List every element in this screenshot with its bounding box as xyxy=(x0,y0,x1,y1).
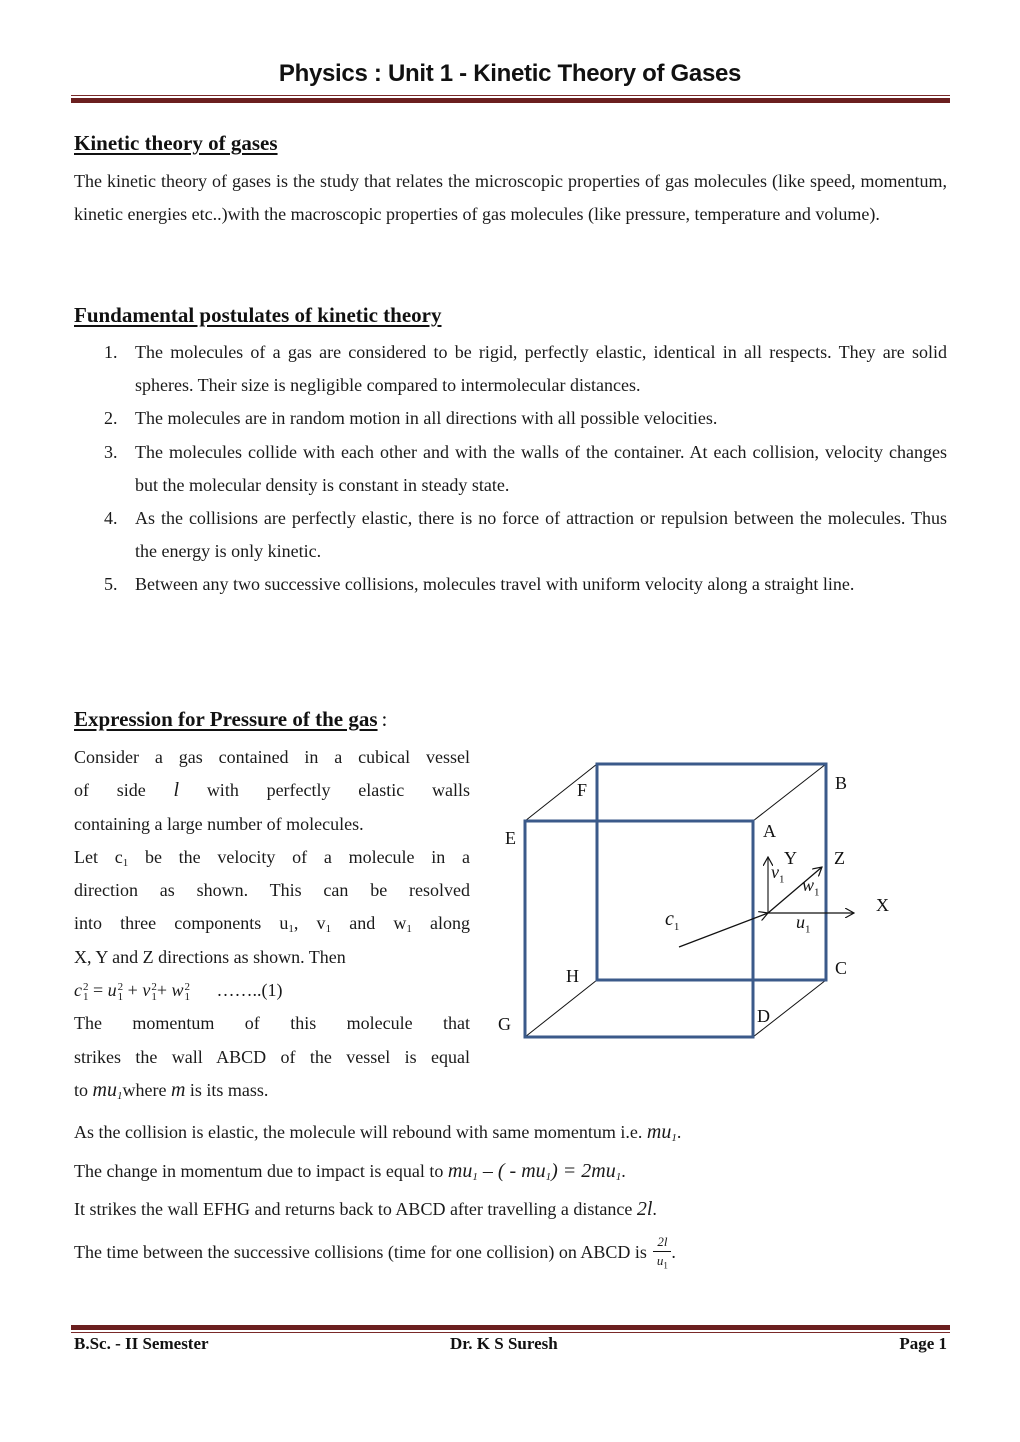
label-Y: Y xyxy=(784,848,797,868)
label-B: B xyxy=(835,773,848,793)
label-w: w xyxy=(802,875,815,895)
face-back xyxy=(597,764,826,980)
text-line: Consider a gas contained in a cubical vessel xyxy=(74,747,470,767)
text-fragment: be the velocity of a molecule in a xyxy=(128,846,470,867)
footer-rule-thick xyxy=(71,1325,950,1330)
subscript: 1 xyxy=(325,923,332,936)
postulate-number: 3. xyxy=(104,441,118,462)
postulate-text: The molecules of a gas are considered to be rigid, perfectly elastic, identical in all respects. They are solid spheres. Their size is negligible compared to intermolecular distances. xyxy=(135,342,947,396)
label-Z: Z xyxy=(834,848,845,868)
subscript: 1 xyxy=(83,990,89,1003)
postulates-list xyxy=(74,336,947,602)
derivation-line-1 xyxy=(74,1121,681,1144)
postulate-text: As the collisions are perfectly elastic, there is no force of attraction or repulsion between the molecules. Thus the energy is only kinetic. xyxy=(135,508,947,562)
subscript: 1 xyxy=(671,1132,677,1144)
postulate-number: 1. xyxy=(104,342,118,362)
derivation-line-3 xyxy=(74,1198,657,1221)
fraction-numerator: 2l xyxy=(657,1234,668,1249)
fraction-denominator xyxy=(657,1254,668,1273)
text-line: X, Y and Z directions as shown. Then xyxy=(74,946,346,967)
text-line xyxy=(74,907,470,940)
subscript: 1 xyxy=(663,1260,668,1271)
subscript: 1 xyxy=(814,886,820,899)
superscript: 2 xyxy=(117,980,124,993)
text-line: containing a large number of molecules. xyxy=(74,813,364,834)
postulate-number: 2. xyxy=(104,408,118,429)
face-front xyxy=(525,821,753,1037)
label-c1 xyxy=(665,908,679,933)
derivation-line-2 xyxy=(74,1160,626,1183)
edge-AB xyxy=(753,764,826,821)
var-l: l xyxy=(173,779,180,802)
math-mu: mu xyxy=(591,1160,616,1182)
superscript: 2 xyxy=(83,980,89,993)
heading-postulates: Fundamental postulates of kinetic theory xyxy=(74,303,442,327)
text-fragment: . xyxy=(621,1161,626,1181)
text-line: The momentum of this molecule that xyxy=(74,1013,470,1034)
math-2l: 2l xyxy=(636,1198,653,1220)
postulate-item xyxy=(74,502,947,568)
text-fragment: with perfectly elastic walls xyxy=(206,780,470,801)
subscript: 1 xyxy=(805,923,811,936)
text-fragment: The time between the successive collisions (time for one collision) on ABCD is xyxy=(74,1241,652,1262)
footer-rule-thin xyxy=(71,1332,950,1333)
label-u1 xyxy=(796,912,811,936)
text-fragment: . xyxy=(652,1199,657,1219)
footer-course: B.Sc. - II Semester xyxy=(74,1334,209,1353)
vector-c1 xyxy=(679,913,768,947)
postulate-number: 5. xyxy=(104,574,118,595)
derivation-line-4 xyxy=(74,1235,676,1273)
math-mu: mu xyxy=(92,1078,117,1101)
text-fragment: . xyxy=(676,1122,682,1142)
subscript: 1 xyxy=(116,1089,123,1102)
superscript: 2 xyxy=(151,980,157,993)
label-v: v xyxy=(771,862,779,882)
subscript: 1 xyxy=(673,921,680,933)
paragraph-kinetic-theory: The kinetic theory of gases is the study that relates the microscopic properties of gas molecules (like speed, momentum, kinetic energies etc..)with the macroscopic properties of gas molecules (like pressure, temperature and volume). xyxy=(74,171,947,224)
math-mu: mu xyxy=(521,1160,546,1182)
label-C: C xyxy=(835,958,848,978)
eq-plus: + xyxy=(156,980,172,1001)
postulate-text: Between any two successive collisions, molecules travel with uniform velocity along a straight line. xyxy=(135,574,855,595)
subscript: 1 xyxy=(615,1171,622,1183)
postulate-item xyxy=(74,336,947,402)
eq-w: w xyxy=(171,980,184,1001)
postulate-item xyxy=(74,402,947,435)
cube-diagram xyxy=(490,750,910,1050)
subscript: 1 xyxy=(151,990,157,1003)
cube-svg xyxy=(490,750,910,1050)
text-fragment: , v xyxy=(293,913,326,934)
eq-v: v xyxy=(142,980,151,1001)
text-fragment: into three components u xyxy=(74,913,289,934)
subscript: 1 xyxy=(545,1171,552,1183)
text-fragment: of side xyxy=(74,780,146,801)
label-D: D xyxy=(757,1006,770,1026)
heading-pressure-text: Expression for Pressure of the gas xyxy=(74,707,378,731)
postulate-item xyxy=(74,436,947,502)
math-mu: mu xyxy=(646,1121,672,1143)
header-rule-thin xyxy=(71,95,950,96)
label-F: F xyxy=(577,780,588,800)
text-line xyxy=(74,1074,470,1107)
pressure-intro-column xyxy=(74,741,470,1107)
text-line: strikes the wall ABCD of the vessel is equal xyxy=(74,1046,470,1067)
footer-author: Dr. K S Suresh xyxy=(450,1334,558,1353)
page-title: Physics : Unit 1 - Kinetic Theory of Gases xyxy=(278,60,742,87)
text-fragment: The change in momentum due to impact is equal to xyxy=(74,1161,448,1181)
postulate-item xyxy=(74,568,947,601)
text-fragment: As the collision is elastic, the molecule will rebound with same momentum i.e. xyxy=(74,1122,647,1142)
heading-pressure-colon: : xyxy=(381,707,388,731)
fraction-bar xyxy=(653,1251,671,1252)
text-fragment: . xyxy=(671,1241,676,1262)
fraction-2l-over-u1 xyxy=(653,1235,671,1273)
text-fragment: and w xyxy=(331,913,407,934)
subscript: 1 xyxy=(117,990,124,1003)
text-line xyxy=(74,841,470,874)
label-A: A xyxy=(763,821,776,841)
subscript: 1 xyxy=(472,1171,478,1183)
label-G: G xyxy=(498,1014,511,1034)
denominator-var: u xyxy=(656,1253,664,1268)
subscript: 1 xyxy=(288,923,294,936)
label-E: E xyxy=(505,828,516,848)
text-fragment: to xyxy=(74,1079,93,1100)
eq-u: u xyxy=(107,980,117,1001)
postulate-text: The molecules are in random motion in all directions with all possible velocities. xyxy=(135,408,718,429)
text-fragment: Let c xyxy=(74,846,123,867)
math-fragment: – ( - xyxy=(477,1160,522,1182)
subscript: 1 xyxy=(779,873,785,886)
heading-kinetic-theory: Kinetic theory of gases xyxy=(74,131,278,155)
header-rule-thick xyxy=(71,98,950,103)
text-line xyxy=(74,774,470,807)
postulate-number: 4. xyxy=(104,508,118,529)
footer-page-number: Page 1 xyxy=(899,1334,947,1353)
heading-pressure xyxy=(74,707,387,732)
text-fragment: It strikes the wall EFHG and returns back to ABCD after travelling a distance xyxy=(74,1199,637,1219)
math-fragment: ) = 2 xyxy=(551,1160,592,1182)
label-X: X xyxy=(876,895,889,915)
subscript: 1 xyxy=(406,923,412,936)
equation-1 xyxy=(74,974,470,1007)
subscript: 1 xyxy=(122,856,129,869)
edge-GH xyxy=(525,980,597,1037)
label-u: u xyxy=(796,912,805,932)
text-line: direction as shown. This can be resolved xyxy=(74,880,470,901)
eq-reference: ……..(1) xyxy=(216,980,283,1001)
eq-supsub xyxy=(83,982,89,1002)
text-fragment: along xyxy=(411,913,470,934)
label-H: H xyxy=(566,966,579,986)
label-w1 xyxy=(802,875,820,899)
eq-supsub xyxy=(184,982,190,1002)
eq-c: c xyxy=(74,980,82,1001)
superscript: 2 xyxy=(184,980,190,993)
label-c: c xyxy=(665,908,674,930)
label-v1 xyxy=(771,862,785,886)
subscript: 1 xyxy=(184,990,190,1003)
math-m: m xyxy=(170,1078,186,1101)
eq-equals: = xyxy=(93,980,108,1001)
math-mu: mu xyxy=(447,1160,473,1182)
postulate-text: The molecules collide with each other and with the walls of the container. At each collision, velocity changes but the molecular density is constant in steady state. xyxy=(135,441,947,495)
text-fragment: where xyxy=(122,1079,171,1100)
eq-plus: + xyxy=(123,980,143,1001)
text-fragment: is its mass. xyxy=(185,1079,269,1100)
